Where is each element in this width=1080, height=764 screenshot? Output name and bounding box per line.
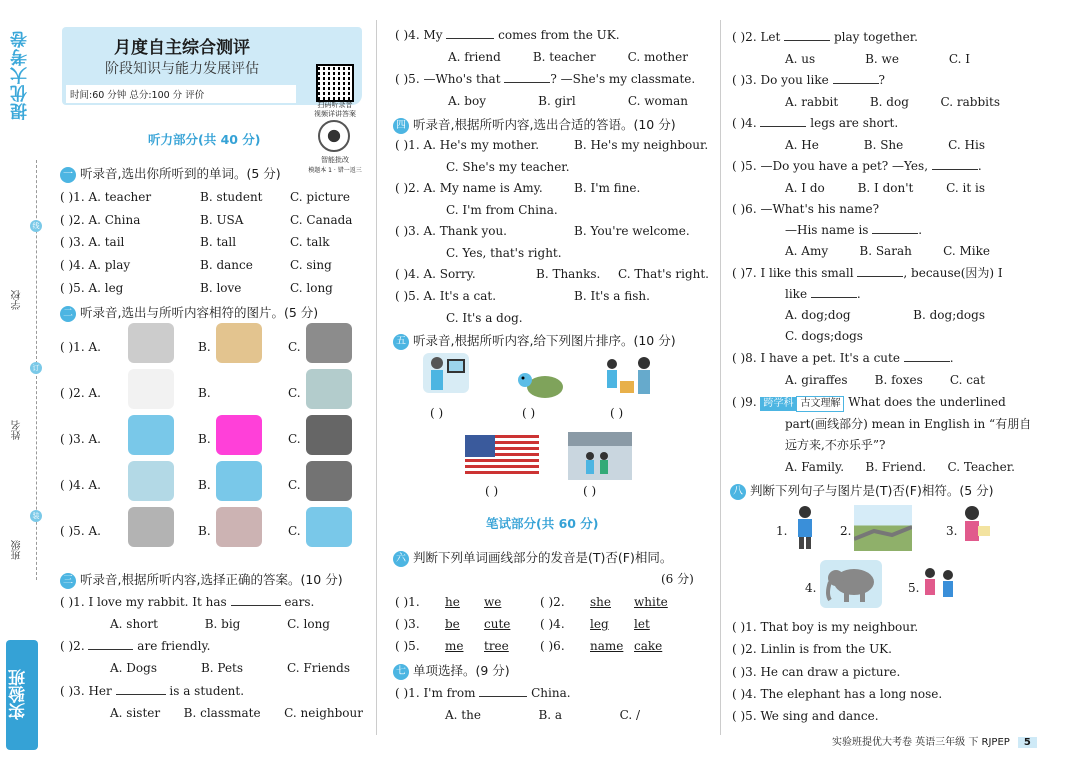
question-text-end: is a student. bbox=[169, 684, 245, 698]
section-5-heading bbox=[393, 331, 676, 350]
section-3-heading bbox=[60, 570, 343, 589]
option-c: C. I'm from China. bbox=[446, 203, 558, 217]
options-7-3 bbox=[785, 95, 1000, 109]
options-7-7 bbox=[785, 308, 985, 322]
word: white bbox=[634, 595, 668, 609]
question-4-2: ( )2. A. My name is Amy. bbox=[395, 181, 543, 195]
option: B. I don't bbox=[857, 181, 914, 195]
question-text: ( )8. I have a pet. It's a cute bbox=[732, 351, 900, 365]
section-8-heading bbox=[730, 481, 994, 500]
seal-caption: 智能批改 bbox=[321, 156, 349, 164]
question-3-5 bbox=[395, 72, 695, 86]
option: B. Pets bbox=[200, 661, 244, 675]
options-7-5 bbox=[785, 181, 985, 195]
question-text-end: ? bbox=[878, 73, 885, 87]
option: B. girl bbox=[538, 94, 576, 108]
dot-ding: 订 bbox=[30, 362, 42, 374]
dog-picture bbox=[306, 323, 352, 363]
options-3-3 bbox=[110, 706, 363, 720]
canada-flag-picture bbox=[128, 369, 174, 409]
brand-vertical: 提优大考卷 bbox=[11, 30, 31, 120]
section-title: 听录音,根据所听内容,选择正确的答案。(10 分) bbox=[80, 572, 343, 587]
question-7-6: ( )6. —What's his name? bbox=[732, 202, 880, 216]
question-2-5: ( )5. A. bbox=[60, 524, 101, 538]
footer-text: 实验班提优大考卷 英语三年级 下 RJPEP bbox=[832, 737, 1010, 748]
question-text: ( )7. I like this small bbox=[732, 266, 854, 280]
section-number: 八 bbox=[730, 484, 746, 500]
column-divider bbox=[720, 20, 721, 735]
option: A. us bbox=[785, 52, 816, 66]
cat-picture bbox=[128, 507, 174, 547]
question-text-end: ears. bbox=[284, 595, 315, 609]
question-text: —His name is bbox=[785, 223, 869, 237]
page-number: 5 bbox=[1018, 737, 1037, 748]
question-text: ( )3. Do you like bbox=[732, 73, 829, 87]
option-b: B. You're welcome. bbox=[574, 224, 690, 238]
section-number: 二 bbox=[60, 306, 76, 322]
school-label: 学校 bbox=[12, 290, 23, 310]
option: B. Friend. bbox=[865, 460, 927, 474]
answer-blank[interactable] bbox=[504, 82, 550, 83]
option: C. I bbox=[948, 52, 970, 66]
classical-tag: 古文理解 bbox=[796, 396, 844, 412]
word: we bbox=[484, 595, 502, 609]
question-6: ( )4. bbox=[540, 617, 565, 631]
boy-picture bbox=[790, 504, 820, 552]
pic-label-1: 1. bbox=[776, 524, 788, 538]
question-7-9-line3: 远方来,不亦乐乎”? bbox=[785, 438, 886, 452]
monkey-picture bbox=[216, 323, 262, 363]
option-b: B. tall bbox=[200, 235, 237, 250]
section-6-score: (6 分) bbox=[661, 572, 694, 586]
section-title: 听录音,根据所听内容,给下列图片排序。(10 分) bbox=[413, 333, 676, 348]
cross-subject-tag: 跨学科 bbox=[760, 397, 796, 411]
option-c: C. Canada bbox=[290, 212, 353, 227]
option: B. foxes bbox=[874, 373, 923, 387]
option: A. Amy bbox=[785, 244, 829, 258]
option: A. friend bbox=[448, 50, 501, 64]
section-title: 听录音,选出你所听到的单词。(5 分) bbox=[80, 166, 281, 181]
section-title: 判断下列单词画线部分的发音是(T)否(F)相同。 bbox=[413, 550, 673, 565]
question-text: ( )5. —Who's that bbox=[395, 72, 501, 86]
order-paren[interactable]: ( ) bbox=[610, 406, 624, 420]
answer-blank[interactable] bbox=[479, 696, 527, 697]
usa-flag-picture bbox=[216, 369, 262, 409]
question-1-3: ( )3. A. tail bbox=[60, 235, 125, 250]
option: A. He bbox=[785, 138, 819, 152]
question-6: ( )2. bbox=[540, 595, 565, 609]
question-2-3: ( )3. A. bbox=[60, 432, 101, 446]
answer-blank[interactable] bbox=[932, 169, 978, 170]
answer-blank[interactable] bbox=[904, 361, 950, 362]
option-c: C. She's my teacher. bbox=[446, 160, 570, 174]
order-paren[interactable]: ( ) bbox=[522, 406, 536, 420]
dot-line: 线 bbox=[30, 220, 42, 232]
option-b: B. bbox=[198, 386, 211, 400]
word: name bbox=[590, 639, 624, 653]
binding-margin bbox=[0, 0, 50, 764]
question-text-end: . bbox=[918, 223, 923, 237]
girl-drawing-picture bbox=[958, 504, 992, 554]
qr-code-icon[interactable] bbox=[316, 64, 354, 102]
section-title: 单项选择。(9 分) bbox=[413, 663, 510, 678]
question-text: ( )1. I'm from bbox=[395, 686, 476, 700]
answer-blank[interactable] bbox=[760, 126, 806, 127]
option: B. we bbox=[865, 52, 899, 66]
question-7-8: ( )8. I have a pet. It's a cute . bbox=[732, 351, 954, 365]
question-7-4 bbox=[732, 116, 898, 130]
option: B. a bbox=[538, 708, 563, 722]
seal-picture bbox=[306, 507, 352, 547]
question-1-5: ( )5. A. leg bbox=[60, 280, 124, 295]
option: C. woman bbox=[627, 94, 688, 108]
word: tree bbox=[484, 639, 509, 653]
word: me bbox=[445, 639, 464, 653]
question-text-end: , because(因为) I bbox=[903, 266, 1003, 280]
option: A. giraffes bbox=[785, 373, 848, 387]
teacher-picture bbox=[423, 353, 469, 393]
question-text-end: What does the underlined bbox=[848, 395, 1006, 409]
question-1-1: ( )1. A. teacher bbox=[60, 190, 152, 204]
girl-picture bbox=[216, 415, 262, 455]
options-7-6 bbox=[785, 244, 990, 258]
question-7-5 bbox=[732, 159, 982, 173]
option-c: C. long bbox=[290, 280, 333, 295]
question-6: ( )5. bbox=[395, 639, 420, 653]
question-3-1 bbox=[60, 595, 314, 609]
qr-caption-2: 视频详讲答案 bbox=[314, 110, 356, 118]
answer-blank[interactable] bbox=[833, 83, 879, 84]
option: C. Friends bbox=[287, 661, 350, 675]
question-7-7-line2: like . bbox=[785, 287, 861, 301]
question-3-3 bbox=[60, 684, 244, 698]
option: C. dogs;dogs bbox=[785, 329, 863, 343]
question-text-end: . bbox=[977, 159, 982, 173]
column-divider bbox=[376, 20, 377, 735]
question-7-9 bbox=[732, 395, 1006, 412]
option: A. short bbox=[110, 617, 158, 631]
cat-picture bbox=[128, 323, 174, 363]
option: B. Sarah bbox=[859, 244, 912, 258]
question-2-4: ( )4. A. bbox=[60, 478, 101, 492]
option: C. Mike bbox=[943, 244, 990, 258]
question-text-end: legs are short. bbox=[810, 116, 899, 130]
great-wall-picture bbox=[854, 505, 912, 551]
section-title: 判断下列句子与图片是(T)否(F)相符。(5 分) bbox=[750, 483, 994, 498]
option-b: B. bbox=[198, 432, 211, 446]
question-text: ( )1. I love my rabbit. It has bbox=[60, 595, 227, 609]
question-2-1: ( )1. A. bbox=[60, 340, 101, 354]
pic-label-5: 5. bbox=[908, 581, 920, 595]
boy-picture bbox=[128, 415, 174, 455]
page-title: 月度自主综合测评 bbox=[114, 38, 250, 58]
question-text: ( )4. My bbox=[395, 28, 443, 42]
listening-title: 听力部分(共 40 分) bbox=[148, 132, 261, 147]
statement-8-2: ( )2. Linlin is from the UK. bbox=[732, 642, 892, 657]
option-c: C. bbox=[288, 478, 301, 492]
question-text: ( )5. —Do you have a pet? —Yes, bbox=[732, 159, 929, 173]
pic-label-3: 3. bbox=[946, 524, 958, 538]
seal-icon bbox=[318, 120, 350, 152]
option: C. neighbour bbox=[284, 706, 363, 720]
section-4-heading bbox=[393, 115, 676, 134]
option: B. classmate bbox=[183, 706, 261, 720]
woman-picture bbox=[306, 461, 352, 501]
question-7-6-line2 bbox=[785, 223, 922, 237]
options-7-2 bbox=[785, 52, 970, 66]
question-4-4: ( )4. A. Sorry. bbox=[395, 267, 476, 281]
option: A. boy bbox=[448, 94, 486, 108]
answer-blank[interactable] bbox=[872, 233, 918, 234]
option: C. rabbits bbox=[940, 95, 1000, 109]
option: C. mother bbox=[627, 50, 688, 64]
question-text-end: China. bbox=[531, 686, 571, 700]
option: A. sister bbox=[110, 706, 161, 720]
seal-caption-2: 模题本 1 · 错一返三 bbox=[308, 167, 362, 174]
pig-picture bbox=[216, 507, 262, 547]
section-2-heading bbox=[60, 303, 318, 322]
question-6: ( )1. bbox=[395, 595, 420, 609]
option-b: B. bbox=[198, 478, 211, 492]
question-1-4: ( )4. A. play bbox=[60, 258, 131, 273]
question-6: ( )3. bbox=[395, 617, 420, 631]
option-c: C. sing bbox=[290, 258, 332, 273]
options-7-1 bbox=[445, 708, 640, 722]
word: leg bbox=[590, 617, 609, 631]
pic-label-4: 4. bbox=[805, 581, 817, 595]
option-b: B. I'm fine. bbox=[574, 181, 641, 195]
sing-dance-picture bbox=[920, 565, 962, 609]
option: A. Family. bbox=[785, 460, 845, 474]
footer bbox=[832, 733, 1037, 748]
options-7-9 bbox=[785, 460, 1015, 474]
answer-blank[interactable] bbox=[231, 605, 281, 606]
gift-picture bbox=[600, 355, 662, 395]
section-number: 一 bbox=[60, 167, 76, 183]
section-title: 听录音,选出与所听内容相符的图片。(5 分) bbox=[80, 305, 319, 320]
section-number: 三 bbox=[60, 573, 76, 589]
option-c: C. bbox=[288, 386, 301, 400]
question-6: ( )6. bbox=[540, 639, 565, 653]
girl-picture bbox=[216, 461, 262, 501]
statement-8-1: ( )1. That boy is my neighbour. bbox=[732, 620, 919, 634]
option: A. I do bbox=[785, 181, 825, 195]
word: cake bbox=[634, 639, 663, 653]
name-label: 姓名 bbox=[12, 420, 23, 440]
answer-blank[interactable] bbox=[116, 694, 166, 695]
option-c: C. bbox=[288, 432, 301, 446]
qr-caption: 扫码听录音 bbox=[317, 101, 353, 109]
option: A. Dogs bbox=[110, 661, 157, 675]
option: C. it is bbox=[946, 181, 985, 195]
class-label: 班级 bbox=[12, 540, 23, 560]
section-number: 六 bbox=[393, 551, 409, 567]
question-7-3 bbox=[732, 73, 885, 87]
turtle-picture bbox=[515, 365, 561, 405]
question-text-end: comes from the UK. bbox=[498, 28, 620, 42]
question-text: like bbox=[785, 287, 808, 301]
question-4-3: ( )3. A. Thank you. bbox=[395, 224, 507, 238]
statement-8-4: ( )4. The elephant has a long nose. bbox=[732, 686, 943, 701]
option-c: C. bbox=[288, 340, 301, 354]
order-paren[interactable]: ( ) bbox=[485, 484, 499, 498]
question-4-1: ( )1. A. He's my mother. bbox=[395, 138, 540, 152]
page-subtitle: 阶段知识与能力发展评估 bbox=[105, 61, 259, 77]
word: cute bbox=[484, 617, 511, 631]
answer-blank[interactable] bbox=[857, 276, 903, 277]
option-b: B. It's a fish. bbox=[574, 289, 650, 303]
answer-blank[interactable] bbox=[811, 297, 857, 298]
statement-8-5: ( )5. We sing and dance. bbox=[732, 709, 879, 724]
options-3-4 bbox=[448, 50, 688, 64]
option-b: B. bbox=[198, 524, 211, 538]
section-1-heading bbox=[60, 164, 281, 183]
option: B. big bbox=[204, 617, 241, 631]
section-7-heading bbox=[393, 661, 510, 680]
option: B. dog;dogs bbox=[913, 308, 985, 322]
question-1-2: ( )2. A. China bbox=[60, 212, 141, 227]
question-7-7 bbox=[732, 266, 1003, 280]
question-text: ( )4. bbox=[732, 116, 757, 130]
options-3-1 bbox=[110, 617, 330, 631]
question-text-end: ? —She's my classmate. bbox=[550, 72, 696, 86]
option-c: C. Yes, that's right. bbox=[446, 246, 562, 260]
dot-zhuang: 装 bbox=[30, 510, 42, 522]
option-c: C. That's right. bbox=[618, 267, 709, 281]
question-text-end: play together. bbox=[834, 30, 918, 44]
boy-picture bbox=[128, 461, 174, 501]
option-b: B. bbox=[198, 340, 211, 354]
question-text-end: are friendly. bbox=[137, 639, 211, 653]
option: B. dog bbox=[869, 95, 909, 109]
writing-title: 笔试部分(共 60 分) bbox=[486, 516, 599, 531]
question-7-2 bbox=[732, 30, 918, 44]
option-c: C. picture bbox=[290, 190, 351, 204]
answer-blank[interactable] bbox=[446, 38, 494, 39]
options-3-5 bbox=[448, 94, 688, 108]
question-text: ( )9. bbox=[732, 395, 757, 409]
option: A. dog;dog bbox=[785, 308, 851, 322]
word: be bbox=[445, 617, 460, 631]
option-b: B. love bbox=[200, 280, 242, 295]
option: C. / bbox=[619, 708, 640, 722]
word: she bbox=[590, 595, 611, 609]
option-c: C. talk bbox=[290, 235, 330, 250]
brand-badge: 实验班 bbox=[6, 640, 38, 750]
order-paren[interactable]: ( ) bbox=[430, 406, 444, 420]
option-b: B. USA bbox=[200, 212, 244, 227]
options-7-4 bbox=[785, 138, 985, 152]
option-c: C. It's a dog. bbox=[446, 311, 523, 325]
word: he bbox=[445, 595, 460, 609]
option-b: B. student bbox=[200, 190, 263, 204]
options-7-8 bbox=[785, 373, 985, 387]
section-number: 七 bbox=[393, 664, 409, 680]
option: C. cat bbox=[949, 373, 985, 387]
question-3-4 bbox=[395, 28, 620, 42]
section-title: 听录音,根据所听内容,选出合适的答语。(10 分) bbox=[413, 117, 676, 132]
elephant-picture bbox=[820, 560, 882, 608]
word: let bbox=[634, 617, 650, 631]
option-c: C. bbox=[288, 524, 301, 538]
pic-label-2: 2. bbox=[840, 524, 852, 538]
options-3-2 bbox=[110, 661, 350, 675]
statement-8-3: ( )3. He can draw a picture. bbox=[732, 664, 901, 679]
option-b: B. Thanks. bbox=[536, 267, 601, 281]
school-picture bbox=[568, 432, 632, 480]
question-text: ( )3. Her bbox=[60, 684, 112, 698]
section-6-heading bbox=[393, 548, 672, 567]
section-number: 四 bbox=[393, 118, 409, 134]
option: B. She bbox=[863, 138, 904, 152]
option: B. teacher bbox=[532, 50, 596, 64]
option: C. long bbox=[287, 617, 330, 631]
question-4-5: ( )5. A. It's a cat. bbox=[395, 289, 497, 303]
answer-blank[interactable] bbox=[784, 40, 830, 41]
option: C. His bbox=[948, 138, 985, 152]
answer-blank[interactable] bbox=[88, 649, 133, 650]
question-2-2: ( )2. A. bbox=[60, 386, 101, 400]
australia-flag-picture bbox=[306, 369, 352, 409]
option-b: B. dance bbox=[200, 258, 253, 273]
girl-picture bbox=[306, 415, 352, 455]
question-text: ( )2. Let bbox=[732, 30, 781, 44]
option: A. rabbit bbox=[785, 95, 839, 109]
order-paren[interactable]: ( ) bbox=[583, 484, 597, 498]
usa-flag-picture bbox=[465, 435, 539, 477]
option: A. the bbox=[445, 708, 481, 722]
section-number: 五 bbox=[393, 334, 409, 350]
question-text: ( )2. bbox=[60, 639, 85, 653]
question-3-2 bbox=[60, 639, 210, 653]
question-7-1 bbox=[395, 686, 571, 700]
exam-info: 时间:60 分钟 总分:100 分 评价 bbox=[66, 85, 296, 103]
question-7-9-line2: part(画线部分) mean in English in “有朋自 bbox=[785, 417, 1032, 431]
option-b: B. He's my neighbour. bbox=[574, 138, 709, 152]
option: C. Teacher. bbox=[947, 460, 1015, 474]
